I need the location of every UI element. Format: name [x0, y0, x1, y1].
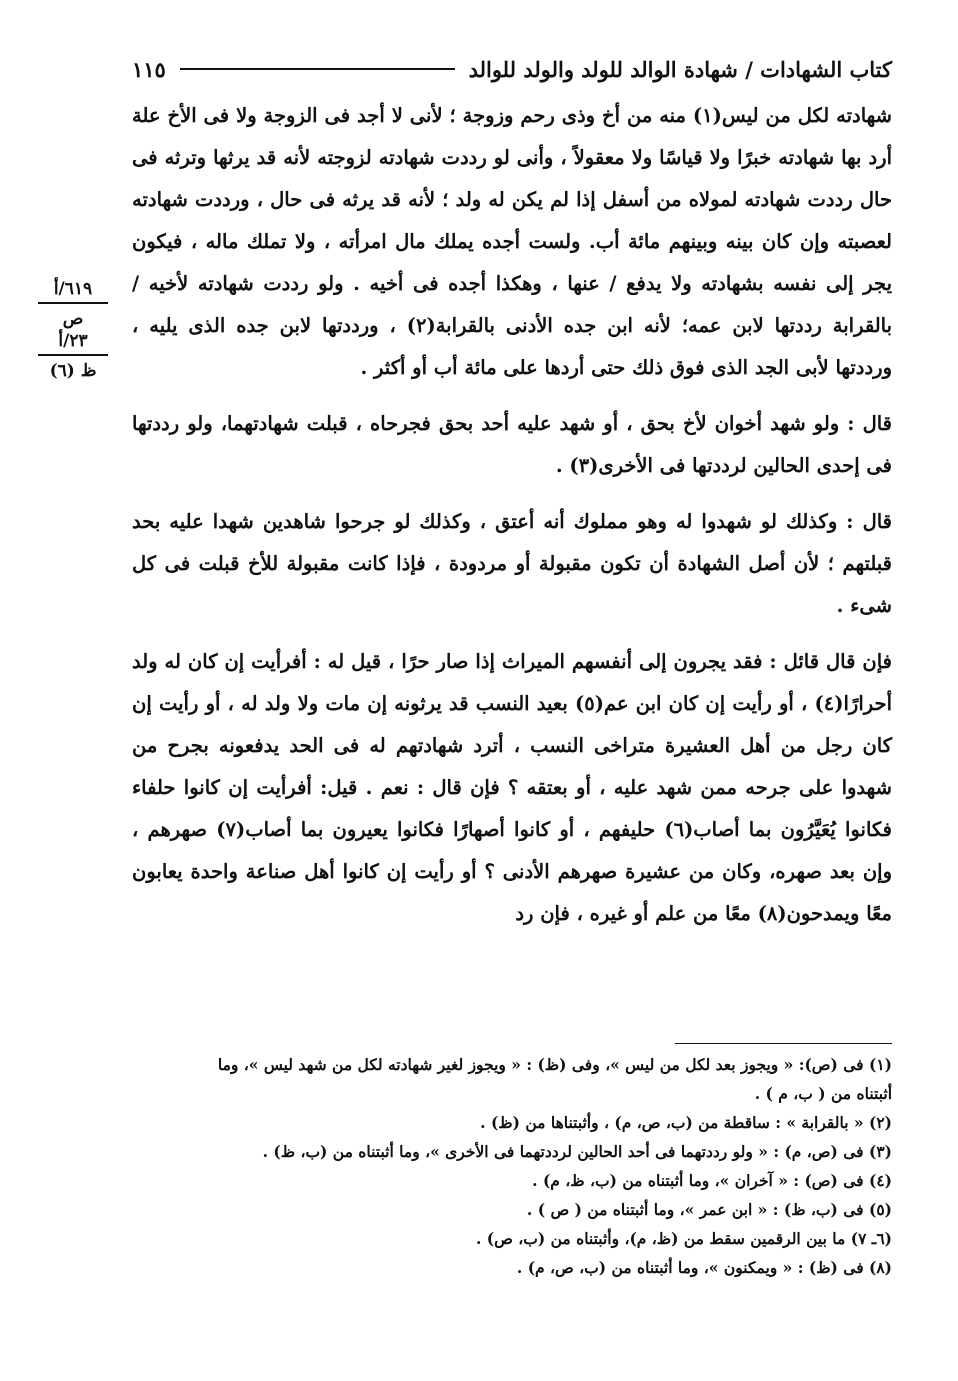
paragraph-2-lead: قال — [862, 412, 892, 435]
header-title: كتاب الشهادات / شهادة الوالد للولد والولد للوالد — [468, 56, 892, 82]
running-header — [132, 52, 892, 86]
footnote-rule — [675, 1043, 892, 1044]
footnote-line: (٣) فى (ص، م) : « ولو رددتهما فى أحد الحالين لرددتهما فى الأخرى »، وما أثبتناه من (ب، ظ) . — [262, 1142, 892, 1161]
margin-ref-1: ٦١٩/أ — [38, 278, 108, 304]
footnote-line: (١) فى (ص): « ويجوز بعد لكل من ليس »، وفى (ظ) : « ويجوز لغير شهادته لكل من شهد ليس »، وما — [217, 1055, 892, 1074]
paragraph-4: فإن قال قائل : فقد يجرون إلى أنفسهم الميراث إذا صار حرًا ، قيل له : أفرأيت إن كان له ولد أحرارًا(٤) ، أو رأيت إن كان ابن عم(٥) بعيد النسب قد يرثونه إن مات ولا ولد له ، أو رأيت إن كان رجل من أهل العشيرة متراخى النسب ، أترد شهادتهم له فى الحد يدفعونه بجرح من شهدوا على جرحه ممن شهد عليه ، أو بعتقه ؟ فإن قال : نعم . قيل: أفرأيت إن كانوا حلفاء فكانوا يُعَيَّرُون بما أصاب(٦) حليفهم ، أو كانوا أصهارًا فكانوا يعيرون بما أصاب(٧) صهرهم ، وإن بعد صهره، وكان من عشيرة صهرهم الأدنى ؟ أو رأيت إن كانوا أهل صناعة واحدة يعابون معًا ويمدحون(٨) معًا من علم أو غيره ، فإن رد — [132, 650, 892, 925]
paragraph-3 — [132, 501, 892, 627]
paragraph-3-lead: قال — [862, 510, 892, 533]
margin-ref-3: ٢٣/أ — [38, 330, 108, 356]
margin-references — [38, 278, 108, 382]
paragraph-3-text: : وكذلك لو شهدوا له وهو مملوك أنه أعتق ، وكذلك لو جرحوا شاهدين شهدا عليه بحد قبلتهم ؛ لأن أصل الشهادة أن تكون مقبولة أو مردودة ، فإذا كانت مقبولة للأخ قبلت فى كل شىء . — [132, 510, 893, 617]
paragraph-2 — [132, 403, 892, 487]
footnote-line: (٥) فى (ب، ظ) : « ابن عمر »، وما أثبتناه من ( ص ) . — [526, 1200, 892, 1219]
page-number: ١١٥ — [132, 56, 166, 82]
paragraph-1: شهادته لكل من ليس(١) منه من أخ وذى رحم وزوجة ؛ لأنى لا أجد فى الزوجة ولا فى الأخ علة أرد بها شهادته خبرًا ولا قياسًا ولا معقولاً ، وأنى لو رددت شهادته لزوجته لأنه قد يرثها وترثه فى حال رددت شهادته لمولاه من أسفل إذا لم يكن له ولد ؛ لأنه قد يرثه فى حال ، ورددت شهادته لعصبته وإن كان بينه وبينهم مائة أب. ولست أجده يملك مال امرأته ، ولا تملك ماله ، فيكون يجر إلى نفسه بشهادته ولا يدفع / عنها ، وهكذا أجده فى أخيه . ولو رددت شهادته لأخيه / بالقرابة رددتها لابن عمه؛ لأنه ابن جده الأدنى بالقرابة(٢) ، ورددتها لابن جده الذى يليه ، ورددتها لأبى الجد الذى فوق ذلك حتى أردها على مائة أب أو أكثر . — [132, 104, 892, 379]
footnote-line: (٢) « بالقرابة » : ساقطة من (ب، ص، م) ، وأثبتناها من (ظ) . — [480, 1113, 892, 1132]
main-text — [132, 95, 892, 935]
footnote-line: (٨) فى (ظ) : « ويمكنون »، وما أثبتناه من (ب، ص، م) . — [516, 1258, 892, 1277]
header-rule — [180, 68, 455, 70]
footnote-line: أثبتناه من ( ب، م ) . — [754, 1084, 892, 1103]
margin-ref-2: ص — [62, 309, 84, 329]
paragraph-2-text: : ولو شهد أخوان لأخ بحق ، أو شهد عليه أحد بحق فجرحاه ، قبلت شهادتهما، ولو رددتها فى إحدى الحالين لرددتها فى الأخرى(٣) . — [132, 412, 892, 477]
margin-ref-4: ظ (٦) — [49, 361, 97, 381]
footnote-line: (٤) فى (ص) : « آخران »، وما أثبتناه من (ب، ظ، م) . — [532, 1171, 892, 1190]
footnote-line: (٦ـ ٧) ما بين الرقمين سقط من (ظ، م)، وأثبتناه من (ب، ص) . — [476, 1229, 892, 1248]
footnotes — [132, 1050, 892, 1282]
